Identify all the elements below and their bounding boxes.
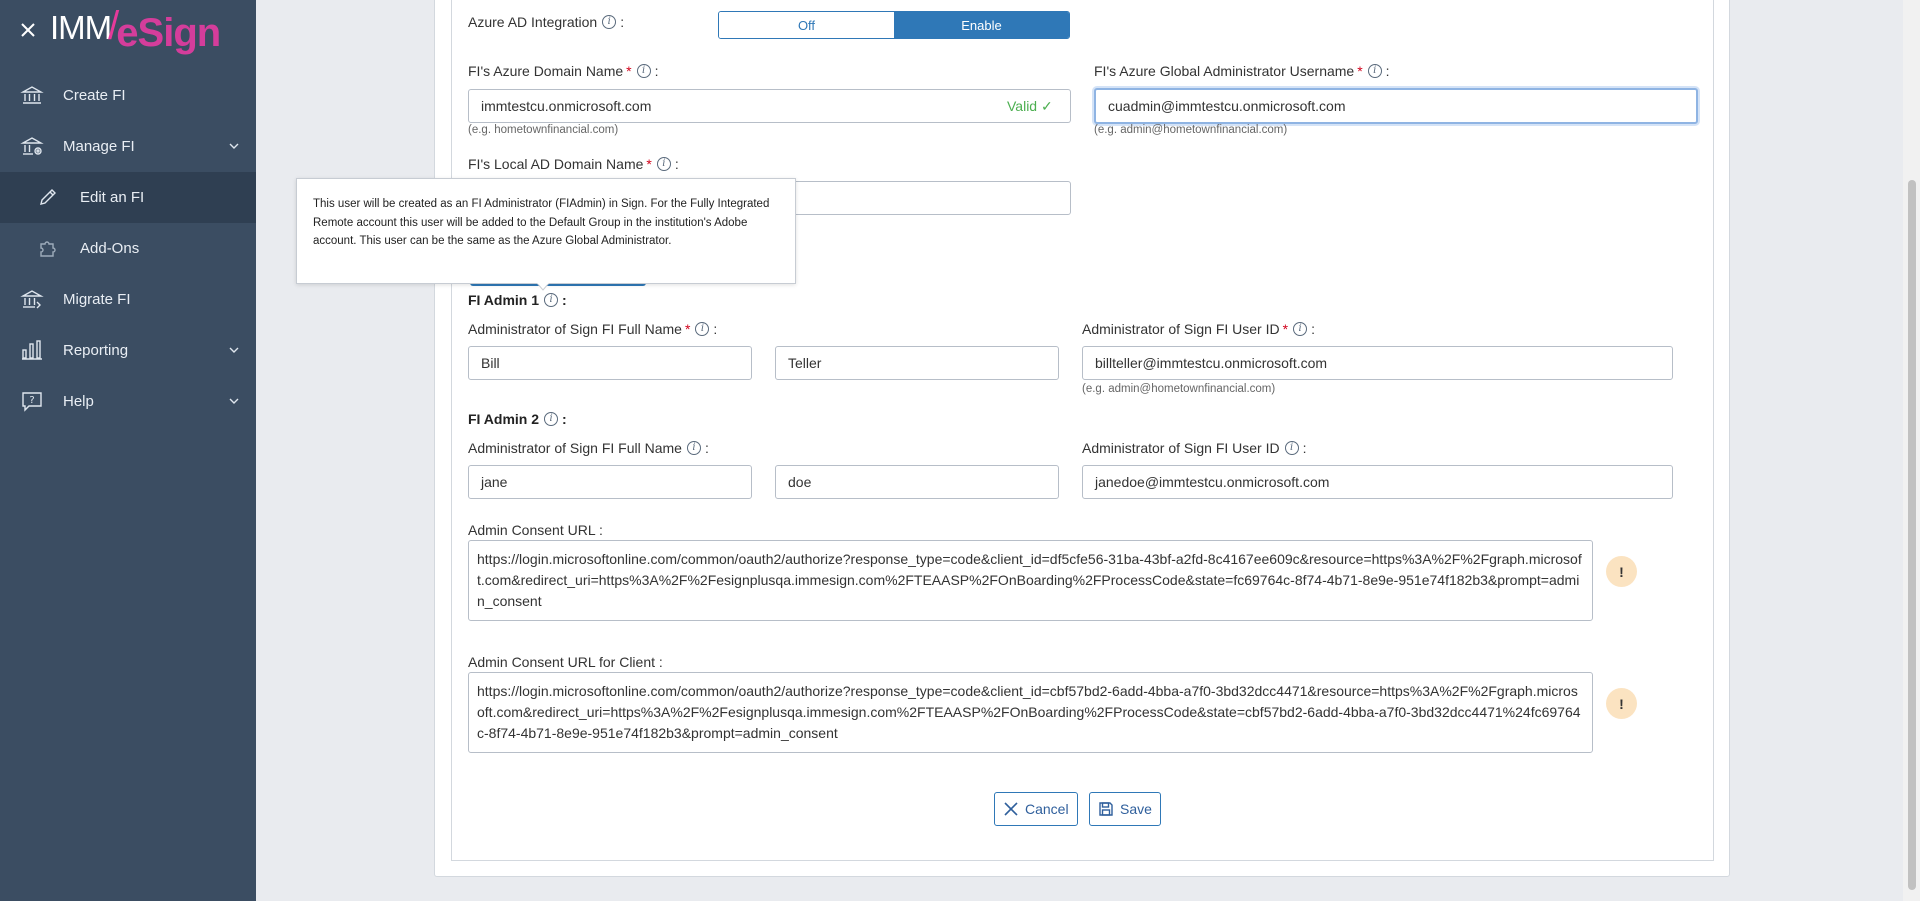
sidebar-item-label: Add-Ons — [80, 240, 140, 257]
cancel-button-label: Cancel — [1025, 801, 1069, 817]
label-colon: : — [1311, 321, 1315, 337]
sidebar-item-create-fi[interactable] — [0, 70, 256, 121]
sidebar-nav — [0, 70, 256, 427]
admin2-name-label — [468, 440, 709, 456]
info-icon[interactable]: i — [695, 322, 709, 336]
sidebar-item-label: Edit an FI — [80, 189, 145, 206]
info-icon[interactable]: i — [544, 412, 558, 426]
cancel-button[interactable] — [994, 792, 1078, 826]
svg-text:?: ? — [29, 395, 35, 406]
bar-chart-icon — [20, 338, 44, 362]
info-icon[interactable]: i — [687, 441, 701, 455]
label-text: FI Admin 2 — [468, 411, 540, 427]
sidebar-item-label: Migrate FI — [63, 291, 131, 308]
label-colon: : — [562, 411, 567, 427]
azure-domain-label — [468, 63, 659, 79]
label-colon: : — [713, 321, 718, 337]
brand-logo — [50, 6, 220, 56]
label-colon: : — [704, 440, 709, 456]
admin2-last-name-input[interactable]: doe — [775, 465, 1059, 499]
label-text: FI's Azure Global Administrator Username — [1094, 63, 1355, 79]
sidebar — [0, 0, 256, 901]
fi-admin-1-heading — [468, 292, 567, 308]
sidebar-item-label: Reporting — [63, 342, 129, 359]
required-mark: * — [626, 63, 632, 79]
page-scrollbar[interactable] — [1903, 0, 1920, 901]
help-bubble-icon — [20, 389, 44, 413]
azure-admin-label — [1094, 63, 1390, 79]
info-icon[interactable]: i — [637, 64, 651, 78]
admin1-name-label — [468, 321, 717, 337]
pencil-icon — [36, 185, 60, 209]
info-icon[interactable]: i — [602, 15, 616, 29]
sidebar-item-edit-fi[interactable] — [0, 172, 256, 223]
admin-consent-url-field[interactable]: https://login.microsoftonline.com/common/oauth2/authorize?response_type=code&client_id=df5cfe56-31ba-43bf-a2fd-8c4167ee609c&resource=https%3A%2F%2Fgraph.microsoft.com&redirect_uri=https%3A%2F%2Fesignplusqa.immesign.com%2FTEAASP%2FOnBoarding%2FProcessCode&state=fc69764c-8f74-4b71-8e9e-951e74f182b3&prompt=admin_consent — [468, 540, 1593, 621]
label-text: Azure AD Integration — [468, 14, 598, 30]
save-button-label: Save — [1120, 801, 1152, 817]
sidebar-item-label: Create FI — [63, 87, 126, 104]
label-text: FI's Azure Domain Name — [468, 63, 624, 79]
label-colon: : — [1385, 63, 1390, 79]
sidebar-item-help[interactable] — [0, 376, 256, 427]
local-ad-label — [468, 156, 679, 172]
label-text: Administrator of Sign FI User ID — [1082, 321, 1280, 337]
bank-icon — [20, 83, 44, 107]
admin-consent-url-label: Admin Consent URL : — [468, 522, 603, 538]
label-colon: : — [620, 14, 625, 30]
sidebar-item-add-ons[interactable] — [0, 223, 256, 274]
azure-ad-enable-option[interactable]: Enable — [894, 12, 1069, 38]
label-text: Administrator of Sign FI User ID — [1082, 440, 1280, 456]
fi-admin-2-heading — [468, 411, 567, 427]
sidebar-item-manage-fi[interactable] — [0, 121, 256, 172]
azure-domain-input[interactable]: immtestcu.onmicrosoft.com — [468, 89, 998, 123]
sidebar-item-label: Help — [63, 393, 94, 410]
admin-consent-client-url-field[interactable]: https://login.microsoftonline.com/common/oauth2/authorize?response_type=code&client_id=cbf57bd2-6add-4bba-a7f0-3bd32dcc4471&resource=https%3A%2F%2Fgraph.microsoft.com&redirect_uri=https%3A%2F%2Fesignplusqa.immesign.com%2FTEAASP%2FOnBoarding%2FProcessCode&state=cbf57bd2-6add-4bba-a7f0-3bd32dcc4471%24fc69764c-8f74-4b71-8e9e-951e74f182b3&prompt=admin_consent — [468, 672, 1593, 753]
info-icon[interactable]: i — [1293, 322, 1307, 336]
admin1-id-label — [1082, 321, 1315, 337]
required-mark: * — [1282, 321, 1289, 337]
close-icon — [1003, 801, 1019, 817]
info-icon[interactable]: i — [1368, 64, 1382, 78]
info-icon[interactable]: i — [657, 157, 671, 171]
admin2-id-label — [1082, 440, 1307, 456]
sidebar-header — [0, 0, 256, 65]
label-colon: : — [654, 63, 659, 79]
label-text: FI's Local AD Domain Name — [468, 156, 644, 172]
azure-admin-input[interactable]: cuadmin@immtestcu.onmicrosoft.com — [1094, 88, 1698, 124]
bank-gear-icon — [20, 134, 44, 158]
info-icon[interactable]: i — [544, 293, 558, 307]
admin1-user-id-input[interactable]: billteller@immtestcu.onmicrosoft.com — [1082, 346, 1673, 380]
brand-imm: IMM — [50, 9, 112, 46]
sidebar-item-reporting[interactable] — [0, 325, 256, 376]
admin-consent-client-url-label: Admin Consent URL for Client : — [468, 654, 663, 670]
label-text: Administrator of Sign FI Full Name — [468, 440, 682, 456]
admin1-last-name-input[interactable]: Teller — [775, 346, 1059, 380]
tooltip-arrow — [537, 283, 549, 291]
chevron-down-icon — [228, 140, 240, 152]
admin2-first-name-input[interactable]: jane — [468, 465, 752, 499]
label-colon: : — [1302, 440, 1307, 456]
brand-esign: eSign — [116, 11, 221, 55]
azure-ad-off-option[interactable]: Off — [719, 12, 894, 38]
info-tooltip: This user will be created as an FI Administrator (FIAdmin) in Sign. For the Fully Integrated Remote account this user will be added to the Default Group in the institution's Adobe account. This user can be the same as the Azure Global Administrator. — [296, 178, 796, 284]
close-icon[interactable] — [18, 20, 38, 40]
label-text: Administrator of Sign FI Full Name — [468, 321, 682, 337]
sidebar-item-label: Manage FI — [63, 138, 135, 155]
required-mark: * — [684, 321, 691, 337]
brand-slash: / — [108, 4, 120, 48]
info-icon[interactable]: i — [1285, 441, 1299, 455]
scrollbar-thumb[interactable] — [1908, 180, 1916, 890]
admin1-first-name-input[interactable]: Bill — [468, 346, 752, 380]
bank-arrow-icon — [20, 287, 44, 311]
azure-ad-integration-label — [468, 14, 624, 30]
azure-ad-toggle — [718, 11, 1070, 39]
admin1-user-id-hint: (e.g. admin@hometownfinancial.com) — [1082, 383, 1276, 395]
label-text: FI Admin 1 — [468, 292, 540, 308]
save-icon — [1098, 801, 1114, 817]
admin2-user-id-input[interactable]: janedoe@immtestcu.onmicrosoft.com — [1082, 465, 1673, 499]
azure-admin-hint: (e.g. admin@hometownfinancial.com) — [1094, 124, 1288, 136]
required-mark: * — [1357, 63, 1363, 79]
warning-icon[interactable]: ! — [1606, 556, 1637, 587]
chevron-down-icon — [228, 395, 240, 407]
azure-domain-hint: (e.g. hometownfinancial.com) — [468, 124, 619, 136]
required-mark: * — [646, 156, 652, 172]
save-button[interactable] — [1089, 792, 1161, 826]
label-colon: : — [562, 292, 567, 308]
puzzle-icon — [36, 236, 60, 260]
valid-indicator: Valid ✓ — [997, 89, 1071, 123]
warning-icon[interactable]: ! — [1606, 688, 1637, 719]
label-colon: : — [674, 156, 679, 172]
sidebar-item-migrate-fi[interactable] — [0, 274, 256, 325]
chevron-down-icon — [228, 344, 240, 356]
